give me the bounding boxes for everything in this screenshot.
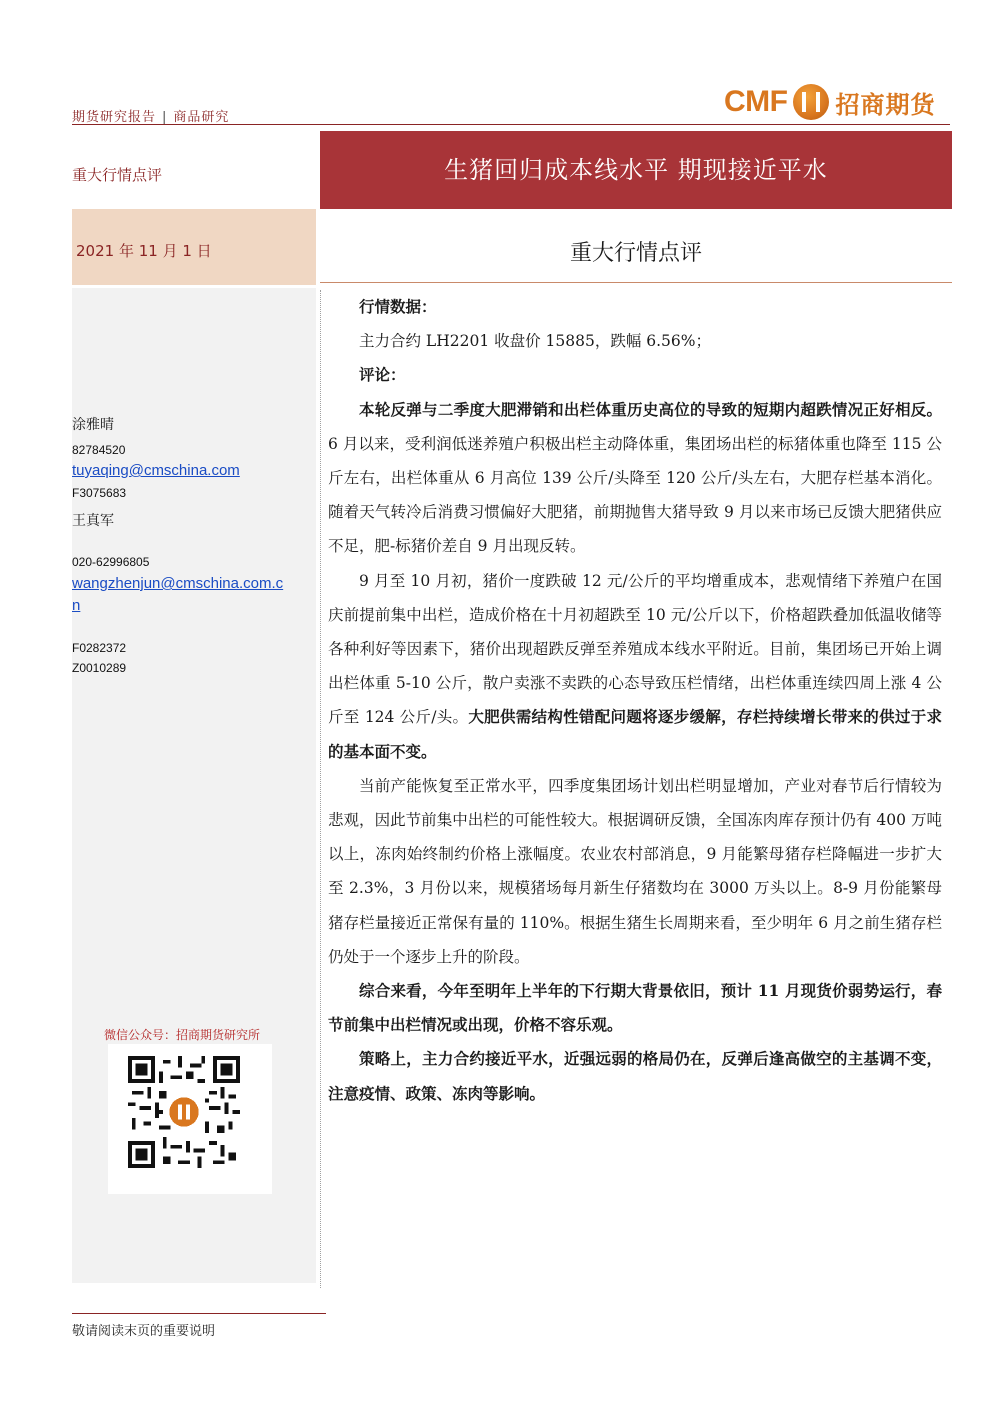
report-subtitle: 重大行情点评 [569,241,702,266]
header-rule [72,124,950,125]
author-email-link[interactable]: tuyaqing@cmschina.com [72,462,240,479]
comment-heading: 评论： [359,365,406,385]
paragraph-conclusion: 综合来看，今年至明年上半年的下行期大背景依旧，预计 11 月现货价弱势运行，春节前集中出栏情况或出现，价格不容乐观。 [328,981,942,1035]
paragraph [328,393,942,564]
author-phone: 020-62996805 [72,555,150,569]
paragraph-text: 9 月至 10 月初，猪价一度跌破 12 元/公斤的平均增重成本，悲观情绪下养殖户在国庆前提前集中出栏，造成价格在十月初超跌至 10 元/公斤以下，价格超跌叠加低温收储等各种利好等因素下，猪价出现超跌反弹至养殖成本线水平附近。目前，集团场已开始上调出栏体重 5-10 公斤，散户卖涨不卖跌的心态导致压栏情绪，出栏体重连续四周上涨 4 公斤至 124 公斤/头。 [328,571,942,727]
author-name: 涂雅晴 [72,417,114,433]
market-data-line: 主力合约 LH2201 收盘价 15885，跌幅 6.56%； [359,332,712,351]
left-report-type: 重大行情点评 [72,166,163,184]
author-cert: Z0010289 [72,661,127,675]
paragraph-bold: 本轮反弹与二季度大肥滞销和出栏体重历史高位的导致的短期内超跌情况正好相反。 [359,399,942,419]
paragraph-strategy: 策略上，主力合约接近平水，近强远弱的格局仍在，反弹后逢高做空的主基调不变，注意疫情、政策、冻肉等影响。 [328,1049,942,1103]
author-phone: 82784520 [72,443,126,457]
footer-note: 敬请阅读末页的重要说明 [72,1324,216,1339]
author-cert: F0282372 [72,641,127,655]
footer-rule [72,1313,326,1314]
wechat-label: 微信公众号：招商期货研究所 [104,1028,261,1042]
email-line: n [72,597,81,614]
qr-code-icon [128,1056,240,1168]
paragraph [328,564,942,769]
logo-cn-text: 招商期货 [835,90,936,119]
report-title: 生猪回归成本线水平 期现接近平水 [444,156,828,184]
category-label: 商品研究 [173,110,230,125]
report-date: 2021 年 11 月 1 日 [76,242,212,260]
paragraph-text: 6 月以来，受利润低迷养殖户积极出栏主动降体重，集团场出栏的标猪体重也降至 115 公斤左右，出栏体重从 6 月高位 139 公斤/头降至 120 公斤/头左右，大肥存栏基本消化。随着天气转冷后消费习惯偏好大肥猪，前期抛售大猪导致 9 月以来市场已反馈大肥猪供应不足，肥-标猪价差自 9 月出现反转。 [328,434,942,556]
paragraph: 当前产能恢复至正常水平，四季度集团场计划出栏明显增加，产业对春节后行情较为悲观，因此节前集中出栏的可能性较大。根据调研反馈，全国冻肉库存预计仍有 400 万吨以上，冻肉始终制约价格上涨幅度。农业农村部消息，9 月能繁母猪存栏降幅进一步扩大至 2.3%，3 月份以来，规模猪场每月新生仔猪数均在 3000 万头以上。8-9 月份能繁母猪存栏量接近正常保有量的 110%。根据生猪生长周期来看，至少明年 6 月之前生猪存栏仍处于一个逐步上升的阶段。 [328,776,942,966]
paragraph-bold: 大肥供需结构性错配问题将逐步缓解，存栏持续增长带来的供过于求的基本面不变。 [328,707,942,761]
author-email-link[interactable] [72,573,283,617]
author-name: 王真军 [72,513,114,529]
header-separator: | [162,110,168,125]
logo-mark-icon [793,84,829,120]
market-data-heading: 行情数据： [359,297,437,316]
logo-cmf-text: CMF [724,85,788,118]
report-type-label: 期货研究报告 [72,110,157,125]
email-line: wangzhenjun@cmschina.com.c [72,575,284,592]
column-divider [320,290,321,1288]
subtitle-rule [320,282,952,283]
header-label [72,106,229,125]
report-body [328,290,942,1111]
author-cert: F3075683 [72,486,127,500]
cmf-logo [724,82,935,122]
